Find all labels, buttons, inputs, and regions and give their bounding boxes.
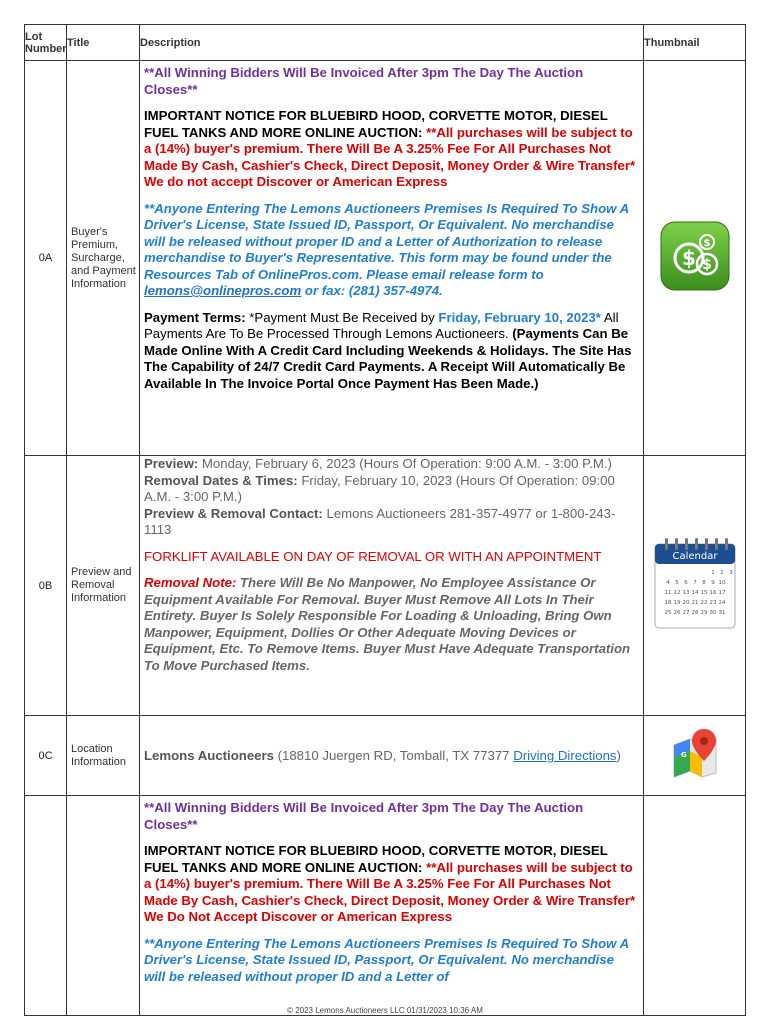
lot-number: 0A bbox=[25, 61, 67, 456]
money-icon bbox=[659, 220, 731, 297]
lot-description bbox=[140, 456, 644, 716]
svg-text:23: 23 bbox=[709, 600, 716, 606]
svg-text:9: 9 bbox=[710, 580, 715, 586]
svg-text:1: 1 bbox=[710, 570, 715, 576]
table-row bbox=[25, 716, 746, 796]
removal-note: Removal Note: There Will Be No Manpower, No Employee Assistance Or Equipment Available For Removal. Buyer Must Remove All Lots In Their Entirety. Buyer Is Solely Responsible For Loading & Unloading, Bring Own Manpower, Equipment, Dollies Or Other Adequate Moving Devices or Equipment, Etc. To Remove Items. Buyer Must Have Adequate Transportation To Move Purchased Items. bbox=[144, 575, 631, 673]
header-lot-number: Lot Number bbox=[25, 25, 67, 61]
location-info: Lemons Auctioneers (18810 Juergen RD, Tomball, TX 77377 Driving Directions) bbox=[144, 748, 621, 764]
removal-info: Removal Dates & Times: Friday, February 10, 2023 (Hours Of Operation: 09:00 A.M. - 3:00 P.M.) bbox=[144, 472, 615, 504]
svg-text:11: 11 bbox=[664, 590, 671, 596]
svg-text:4: 4 bbox=[665, 580, 670, 586]
svg-text:6: 6 bbox=[683, 580, 688, 586]
preview-info: Preview: Monday, February 6, 2023 (Hours Of Operation: 9:00 A.M. - 3:00 P.M.) bbox=[144, 456, 612, 471]
svg-text:$: $ bbox=[701, 256, 712, 273]
email-link[interactable]: lemons@onlinepros.com bbox=[144, 283, 302, 298]
forklift-notice: FORKLIFT AVAILABLE ON DAY OF REMOVAL OR WITH AN APPOINTMENT bbox=[144, 548, 602, 564]
auction-info-table bbox=[24, 24, 746, 1016]
table-row bbox=[25, 456, 746, 716]
payment-terms: Payment Terms: *Payment Must Be Received by Friday, February 10, 2023* All Payments Are To Be Processed Through Lemons Auctioneers. (Payments Can Be Made Online With A Credit Card Including Weekends & Holidays. The Site Has The Capability of 24/7 Credit Card Payments. A Receipt Will Automatically Be Available In The Invoice Portal Once Payment Has Been Made.) bbox=[144, 309, 632, 391]
svg-text:5: 5 bbox=[674, 580, 679, 586]
svg-text:15: 15 bbox=[700, 590, 707, 596]
lot-number: 0B bbox=[25, 456, 67, 716]
header-title: Title bbox=[67, 25, 140, 61]
lot-description bbox=[140, 796, 644, 1016]
svg-text:3: 3 bbox=[728, 570, 733, 576]
svg-text:10: 10 bbox=[718, 580, 725, 586]
id-requirement-notice: **Anyone Entering The Lemons Auctioneers Premises Is Required To Show A Driver's License, State Issued ID, Passport, Or Equivalent. No merchandise will be released without proper ID and a Letter of bbox=[144, 935, 629, 984]
svg-text:30: 30 bbox=[709, 610, 716, 616]
svg-text:2: 2 bbox=[719, 570, 724, 576]
svg-text:25: 25 bbox=[664, 610, 671, 616]
important-notice: IMPORTANT NOTICE FOR BLUEBIRD HOOD, CORVETTE MOTOR, DIESEL FUEL TANKS AND MORE ONLINE AUCTION: **All purchases will be subject to a (14%) buyer's premium. There Will Be A 3.25% Fee For All Purchases Not Made By Cash, Cashier's Check, Direct Deposit, Money Order & Wire Transfer* We Do Not Accept Discover or American Express bbox=[144, 843, 636, 924]
id-requirement-notice: **Anyone Entering The Lemons Auctioneers Premises Is Required To Show A Driver's License, State Issued ID, Passport, Or Equivalent. No merchandise will be released without proper ID and a Letter of Authorization to release merchandise to Buyer's Representative. This form may be found under the Resources Tab of OnlinePros.com. Please email release form to lemons@onlinepros.com or fax: (281) 357-4974. bbox=[144, 200, 629, 298]
svg-text:Calendar: Calendar bbox=[672, 551, 717, 562]
svg-text:17: 17 bbox=[718, 590, 725, 596]
svg-text:28: 28 bbox=[691, 610, 698, 616]
svg-text:31: 31 bbox=[718, 610, 725, 616]
lot-title: Preview and Removal Information bbox=[67, 456, 140, 716]
invoice-notice: **All Winning Bidders Will Be Invoiced After 3pm The Day The Auction Closes** bbox=[144, 800, 584, 832]
svg-text:18: 18 bbox=[664, 600, 671, 606]
svg-text:$: $ bbox=[681, 245, 696, 270]
lot-title: Buyer's Premium, Surcharge, and Payment Information bbox=[67, 61, 140, 456]
svg-text:13: 13 bbox=[682, 590, 689, 596]
svg-text:7: 7 bbox=[692, 580, 697, 586]
lot-title: Location Information bbox=[67, 716, 140, 796]
svg-text:19: 19 bbox=[673, 600, 680, 606]
header-description: Description bbox=[140, 25, 644, 61]
table-row bbox=[25, 796, 746, 1016]
svg-text:14: 14 bbox=[691, 590, 698, 596]
calendar-icon bbox=[653, 536, 737, 635]
driving-directions-link[interactable]: Driving Directions bbox=[513, 748, 617, 764]
lot-number bbox=[25, 796, 67, 1016]
svg-text:8: 8 bbox=[701, 580, 706, 586]
svg-text:20: 20 bbox=[682, 600, 689, 606]
lot-title bbox=[67, 796, 140, 1016]
svg-text:21: 21 bbox=[691, 600, 698, 606]
svg-text:12: 12 bbox=[673, 590, 680, 596]
important-notice: IMPORTANT NOTICE FOR BLUEBIRD HOOD, CORVETTE MOTOR, DIESEL FUEL TANKS AND MORE ONLINE AUCTION: **All purchases will be subject to a (14%) buyer's premium. There Will Be A 3.25% Fee For All Purchases Not Made By Cash, Cashier's Check, Direct Deposit, Money Order & Wire Transfer* We do not accept Discover or American Express bbox=[144, 108, 636, 189]
svg-text:16: 16 bbox=[709, 590, 716, 596]
table-row bbox=[25, 61, 746, 456]
lot-number: 0C bbox=[25, 716, 67, 796]
svg-text:22: 22 bbox=[700, 600, 707, 606]
svg-text:$: $ bbox=[703, 237, 710, 249]
invoice-notice: **All Winning Bidders Will Be Invoiced After 3pm The Day The Auction Closes** bbox=[144, 65, 584, 97]
svg-text:24: 24 bbox=[718, 600, 725, 606]
svg-text:27: 27 bbox=[682, 610, 689, 616]
table-header-row bbox=[25, 25, 746, 61]
lot-description bbox=[140, 61, 644, 456]
lot-description bbox=[140, 716, 644, 796]
svg-text:29: 29 bbox=[700, 610, 707, 616]
contact-info: Preview & Removal Contact: Lemons Auctioneers 281-357-4977 or 1-800-243-1113 bbox=[144, 505, 616, 537]
svg-text:G: G bbox=[680, 751, 687, 759]
svg-text:26: 26 bbox=[673, 610, 680, 616]
header-thumbnail: Thumbnail bbox=[644, 25, 746, 61]
map-pin-icon[interactable] bbox=[670, 727, 720, 784]
page-footer: © 2023 Lemons Auctioneers LLC 01/31/2023 10:36 AM bbox=[287, 1006, 483, 1015]
